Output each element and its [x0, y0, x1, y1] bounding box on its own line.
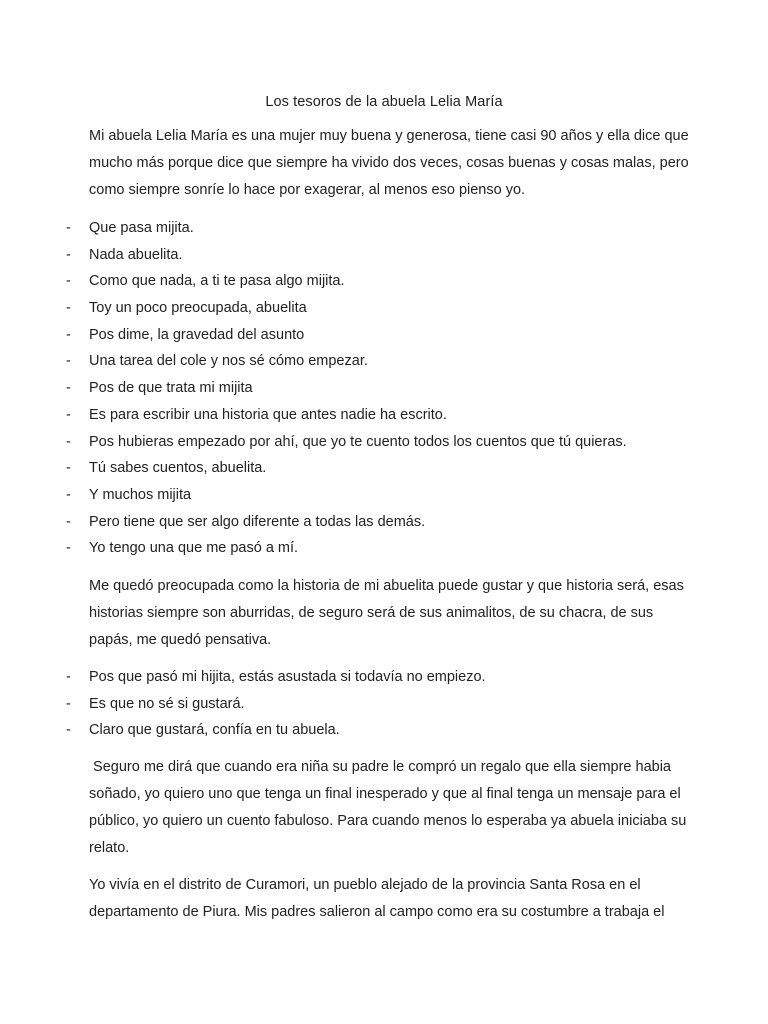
dialog-line — [0, 535, 768, 562]
dash-marker: - — [66, 486, 71, 503]
dialog-text: Claro que gustará, confía en tu abuela. — [89, 722, 340, 739]
dialog-line — [0, 268, 768, 295]
dialog-text: Pero tiene que ser algo diferente a todas las demás. — [89, 513, 426, 530]
dialog-line — [0, 375, 768, 402]
dialog-text: Es para escribir una historia que antes nadie ha escrito. — [89, 406, 447, 423]
dash-marker: - — [66, 380, 71, 397]
dialog-line — [0, 509, 768, 536]
dialog-line — [0, 717, 768, 744]
dash-marker: - — [66, 722, 71, 739]
dash-marker: - — [66, 220, 71, 236]
paragraph-expectation: Seguro me dirá que cuando era niña su padre le compró un regalo que ella siempre habia soñado, yo quiero uno que tenga un final inesperado y que al final tenga un mensaje para el público, yo quiero un cuento fabuloso. Para cuando menos lo esperaba ya abuela iniciaba su relato. — [89, 759, 691, 856]
dialog-text: Nada abuelita. — [89, 246, 183, 263]
dialog-line — [0, 322, 768, 349]
dialog-text: Y muchos mijita — [89, 486, 192, 503]
dialog-text: Pos dime, la gravedad del asunto — [89, 326, 305, 343]
dialog-line — [0, 455, 768, 482]
dialog-line — [0, 295, 768, 322]
dialog-text: Pos hubieras empezado por ahí, que yo te cuento todos los cuentos que tú quieras. — [89, 433, 627, 450]
dialog-line — [0, 348, 768, 375]
dash-marker: - — [66, 695, 71, 712]
dialog-line — [0, 482, 768, 509]
dialog-text: Pos que pasó mi hijita, estás asustada si todavía no empiezo. — [89, 669, 486, 685]
paragraph-worry: Me quedó preocupada como la historia de mi abuelita puede gustar y que historia será, esas historias siempre son aburridas, de seguro será de sus animalitos, de su chacra, de sus papás, me quedó pensativa. — [89, 578, 684, 648]
dialog-line — [0, 215, 768, 242]
dash-marker: - — [66, 513, 71, 530]
dialog-text: Pos de que trata mi mijita — [89, 380, 253, 397]
dialog-line — [0, 429, 768, 456]
dialog-line — [0, 402, 768, 429]
dash-marker: - — [66, 273, 71, 290]
dialog-text: Toy un poco preocupada, abuelita — [89, 300, 307, 317]
dialog-text: Como que nada, a ti te pasa algo mijita. — [89, 273, 345, 290]
dash-marker: - — [66, 246, 71, 263]
dash-marker: - — [66, 326, 71, 343]
dialog-text: Que pasa mijita. — [89, 220, 194, 236]
dialog-text: Tú sabes cuentos, abuelita. — [89, 460, 267, 477]
dialog-text: Una tarea del cole y nos sé cómo empezar. — [89, 353, 368, 370]
dialog-list-2 — [0, 664, 768, 744]
dialog-line — [0, 691, 768, 718]
dash-marker: - — [66, 460, 71, 477]
dash-marker: - — [66, 669, 71, 685]
paragraph-story-start: Yo vivía en el distrito de Curamori, un pueblo alejado de la provincia Santa Rosa en el departamento de Piura. Mis padres salieron al campo como era su costumbre a trabaja el — [89, 877, 665, 920]
dialog-text: Es que no sé si gustará. — [89, 695, 245, 712]
dash-marker: - — [66, 540, 71, 557]
paragraph-intro: Mi abuela Lelia María es una mujer muy buena y generosa, tiene casi 90 años y ella dice que mucho más porque dice que siempre ha vivido dos veces, cosas buenas y cosas malas, pero como siempre sonríe lo hace por exagerar, al menos eso pienso yo. — [89, 128, 689, 198]
dialog-text: Yo tengo una que me pasó a mí. — [89, 540, 299, 557]
dialog-line — [0, 664, 768, 691]
dialog-line — [0, 242, 768, 269]
document-title: Los tesoros de la abuela Lelia María — [265, 94, 503, 110]
dash-marker: - — [66, 300, 71, 317]
dialog-list-1 — [0, 215, 768, 562]
dash-marker: - — [66, 406, 71, 423]
dash-marker: - — [66, 433, 71, 450]
dash-marker: - — [66, 353, 71, 370]
